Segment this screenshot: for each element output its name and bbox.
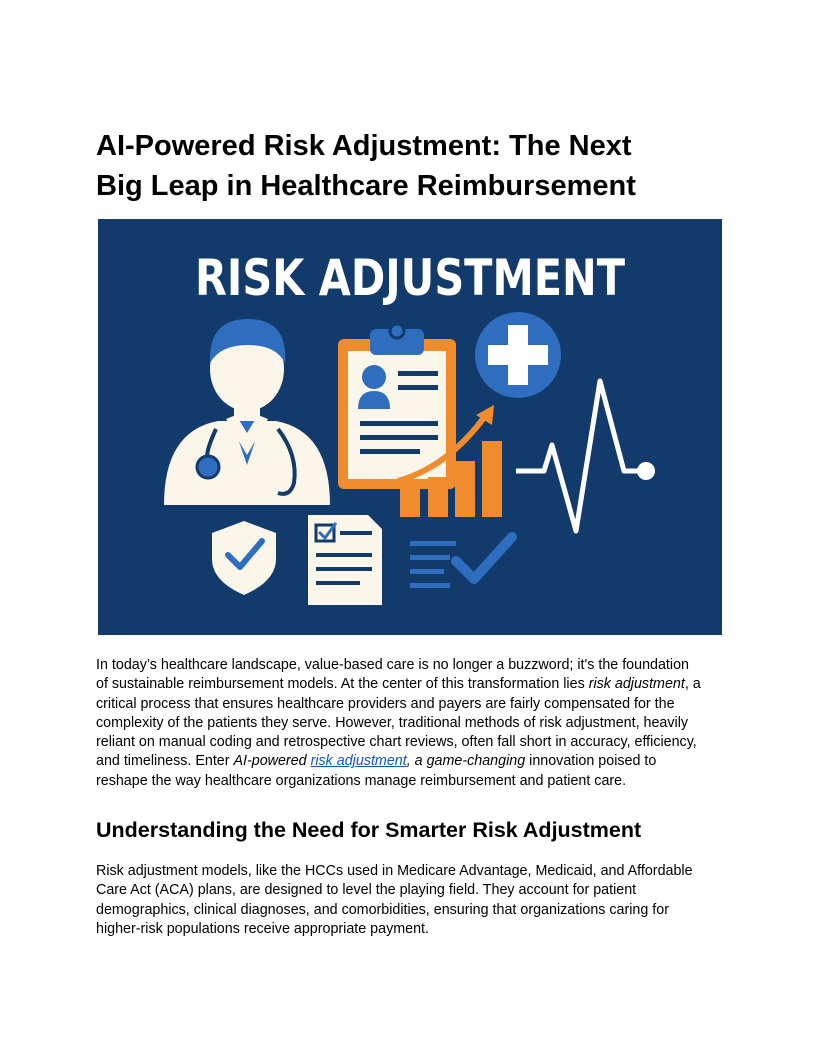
risk-adjustment-banner-image	[98, 219, 722, 635]
intro-text: of sustainable reimbursement models. At the center of this transformation lies	[96, 676, 589, 693]
intro-line-7: reshape the way healthcare organizations manage reimbursement and patient care.	[96, 772, 627, 789]
intro-line-2	[96, 675, 720, 694]
checklist-document-icon	[308, 515, 382, 605]
title-line-1: AI-Powered Risk Adjustment: The Next	[96, 130, 632, 162]
intro-line-5: reliant on manual coding and retrospective chart reviews, often fall short in accuracy, efficiency,	[96, 734, 697, 751]
medical-cross-icon	[475, 312, 561, 398]
intro-paragraph	[96, 656, 720, 791]
title-line-2: Big Leap in Healthcare Reimbursement	[96, 170, 636, 202]
section-line-1: Risk adjustment models, like the HCCs used in Medicare Advantage, Medicaid, and Affordable	[96, 863, 693, 879]
intro-text: , a	[684, 676, 701, 693]
section-line-3: demographics, clinical diagnoses, and comorbidities, ensuring that organizations caring for	[96, 901, 669, 918]
intro-text: innovation poised to	[525, 753, 657, 770]
risk-adjustment-link[interactable]: risk adjustment	[310, 753, 407, 770]
section-line-2: Care Act (ACA) plans, are designed to level the playing field. They account for patient	[96, 882, 637, 899]
intro-emphasis: AI-powered	[233, 753, 311, 770]
intro-line-3: critical process that ensures healthcare providers and payers are fairly compensated for the	[96, 695, 675, 712]
section-line-4: higher-risk populations receive appropriate payment.	[96, 920, 429, 937]
intro-line-6	[96, 752, 720, 771]
intro-emphasis: risk adjustment	[588, 676, 685, 693]
intro-text: and timeliness. Enter	[96, 753, 234, 770]
intro-line-4: complexity of the patients they serve. However, traditional methods of risk adjustment, heavily	[96, 714, 689, 731]
intro-line-1: In today’s healthcare landscape, value-based care is no longer a buzzword; it's the foundation	[96, 657, 689, 673]
section-paragraph	[96, 862, 720, 939]
intro-emphasis: , a game-changing	[406, 753, 526, 770]
banner-heading: RISK ADJUSTMENT	[195, 249, 625, 307]
section-heading: Understanding the Need for Smarter Risk Adjustment	[96, 818, 642, 842]
page-title	[96, 126, 716, 206]
